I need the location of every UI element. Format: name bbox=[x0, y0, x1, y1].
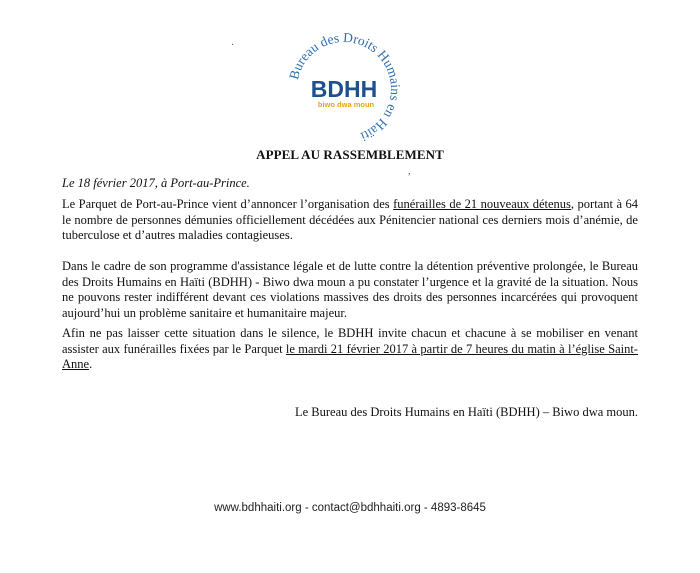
logo-tagline: biwo dwa moun bbox=[317, 100, 375, 109]
bdhh-logo-svg bbox=[281, 26, 407, 152]
paragraph-3 bbox=[62, 326, 638, 373]
scan-speck: , bbox=[408, 166, 411, 177]
logo-acronym: BDHH bbox=[310, 76, 378, 102]
paragraph-1 bbox=[62, 197, 638, 244]
scan-speck: · bbox=[231, 40, 235, 51]
page-title: APPEL AU RASSEMBLEMENT bbox=[256, 147, 444, 162]
logo-arc-text: Bureau des Droits Humains en Haïti bbox=[286, 29, 404, 145]
paragraph-3-underlined: le mardi 21 février 2017 à partir de 7 heures du matin à l’église Saint-Anne bbox=[62, 341, 638, 371]
paragraph-2: Dans le cadre de son programme d'assistance légale et de lutte contre la détention préventive prolongée, le Bureau des Droits Humains en Haïti (BDHH) - Biwo dwa moun a pu constater l’urgence et la gravité de la situation. Nous ne pouvons rester indifférent devant ces violations massives des droits des personnes incarcérées qui provoquent aujourd’hui un problème sanitaire et humanitaire majeur. bbox=[62, 259, 638, 320]
paragraph-3-end: . bbox=[89, 357, 93, 371]
bdhh-logo bbox=[281, 26, 407, 152]
paragraph-1-end: , portant à 64 le nombre de personnes démunies officiellement décédées aux Pénitencier national ces derniers mois d’anémie, de tuberculose et d’autres maladies contagieuses. bbox=[62, 197, 638, 242]
dateline: Le 18 février 2017, à Port-au-Prince. bbox=[62, 176, 250, 190]
footer-contact: www.bdhhaiti.org - contact@bdhhaiti.org - 4893-8645 bbox=[214, 502, 486, 514]
signature: Le Bureau des Droits Humains en Haïti (BDHH) – Biwo dwa moun. bbox=[295, 405, 638, 419]
paragraph-1-underlined: funérailles de 21 nouveaux détenus bbox=[393, 197, 571, 211]
paragraph-3-start: Afin ne pas laisser cette situation dans le silence, le BDHH invite chacun et chacune à se mobiliser en venant assister aux funérailles fixées par le Parquet bbox=[62, 326, 638, 356]
paragraph-1-start: Le Parquet de Port-au-Prince vient d’annoncer l’organisation des bbox=[62, 197, 394, 211]
